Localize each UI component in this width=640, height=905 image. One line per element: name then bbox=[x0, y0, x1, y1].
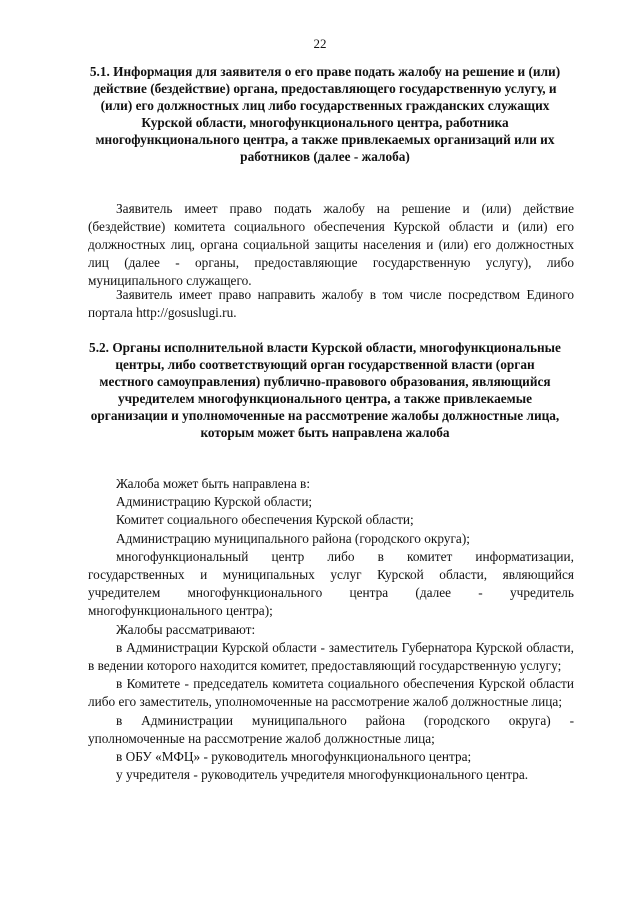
list-item: у учредителя - руководитель учредителя многофункционального центра. bbox=[116, 767, 529, 783]
list-item: Жалобы рассматривают: bbox=[116, 621, 256, 637]
list-item: в Администрации муниципального района (городского округа) - уполномоченные на рассмотрение жалоб должностные лица; bbox=[88, 712, 574, 746]
section-5-1-paragraph: Заявитель имеет право направить жалобу в том числе посредством Единого портала http://gosuslugi.ru. bbox=[88, 287, 574, 320]
list-item: Администрацию муниципального района (городского округа); bbox=[116, 530, 470, 546]
section-5-1-heading: 5.1. Информация для заявителя о его праве подать жалобу на решение и (или) действие (бездействие) органа, предоставляющего государственную услугу, и (или) его должностных лиц либо государственных гражданских служащих Курской области, многофункционального центра, работника многофункционального центра, а также привлекаемых организаций или их работников (далее - жалоба) bbox=[89, 64, 561, 164]
list-item: Администрацию Курской области; bbox=[116, 494, 313, 510]
list-item: в ОБУ «МФЦ» - руководитель многофункционального центра; bbox=[116, 749, 472, 765]
list-item: многофункциональный центр либо в комитет информатизации, государственных и муниципальных услуг Курской области, являющийся учредителем многофункционального центра (далее - учредитель многофункционального центра); bbox=[88, 548, 574, 619]
list-item: Жалоба может быть направлена в: bbox=[116, 476, 311, 491]
page-number: 22 bbox=[313, 36, 327, 51]
complaint-recipients-list bbox=[88, 475, 574, 784]
section-5-1-paragraph: Заявитель имеет право подать жалобу на решение и (или) действие (бездействие) комитета социального обеспечения Курской области и (или) его должностных лиц, органа социальной защиты населения и (или) его должностных лиц (далее - органы, предоставляющие государственную услугу), либо муниципального служащего. bbox=[88, 201, 574, 288]
section-5-2-heading: 5.2. Органы исполнительной власти Курской области, многофункциональные центры, либо соответствующий орган государственной власти (орган местного самоуправления) публично-правового образования, являющийся учредителем многофункционального центра, а также привлекаемые организации и уполномоченные на рассмотрение жалобы должностные лица, которым может быть направлена жалоба bbox=[89, 340, 561, 440]
list-item: Комитет социального обеспечения Курской области; bbox=[116, 512, 414, 528]
list-item: в Администрации Курской области - заместитель Губернатора Курской области, в ведении которого находится комитет, предоставляющий государственную услугу; bbox=[88, 639, 574, 674]
list-item: в Комитете - председатель комитета социального обеспечения Курской области либо его заместитель, уполномоченные на рассмотрение жалоб должностные лица; bbox=[88, 676, 574, 710]
